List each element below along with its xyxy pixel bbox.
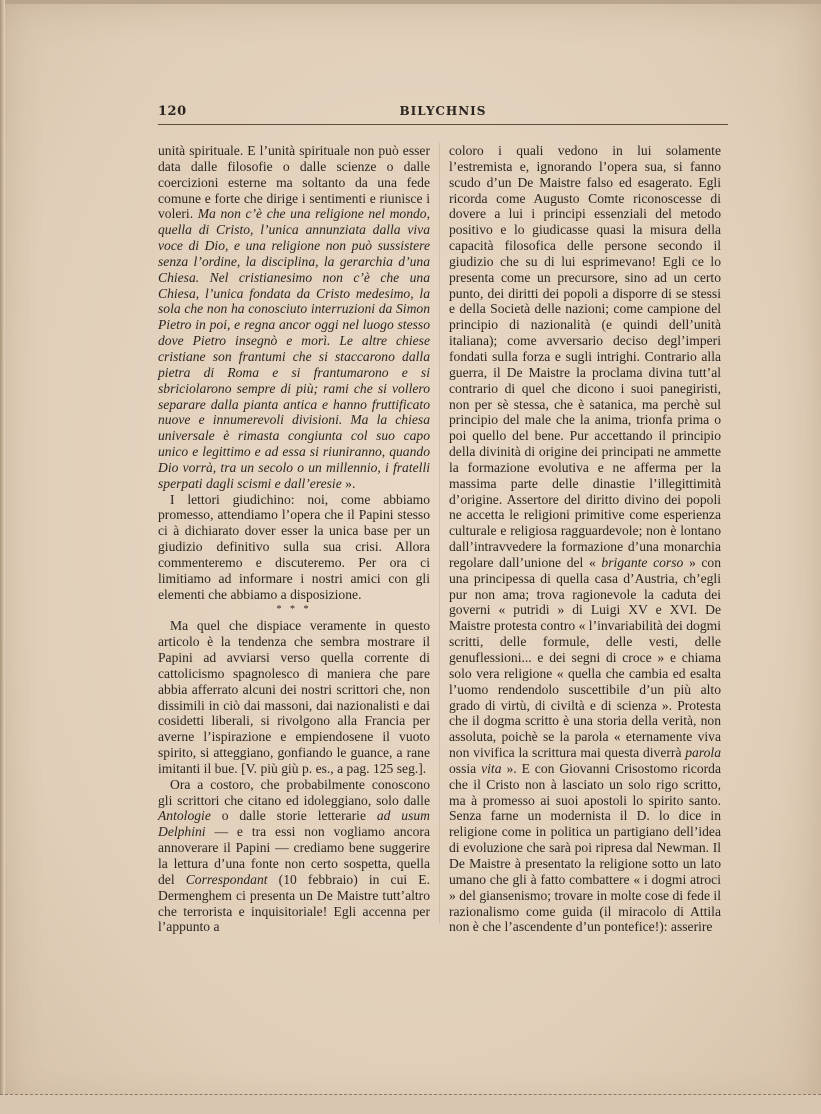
text-run: (10 febbraio) in cui E. Dermenghem ci presenta un De Maistre tutt’altro che terrorista e inquisitoriale! Egli accenna per l’appunto a bbox=[158, 871, 430, 935]
column-gutter bbox=[439, 143, 440, 923]
running-title: BILYCHNIS bbox=[399, 104, 487, 118]
text-run: coloro i quali vedono in lui solamente l’estremista e, ignorando l’opera sua, si fanno scudo d’un De Maistre falso ed esagerato. Egli ricorda come Augusto Comte riconoscesse di dovere a lui i principi essenziali del metodo positivo e lo giudicasse quasi la misura della capacità filosofica delle persone secondo il giudizio che su di lui esprimevano! Egli ce lo presenta come un precursore, sino ad un certo punto, dei diritti dei popoli a disporre di se stessi e della Società delle nazioni; come campione del principio di nazionalità (e quindi dell’unità italiana); come avversario deciso degl’imperi fondati sulla forza e sugli intrighi. Contrario alla guerra, il De Maistre la proclama divina tutt’al contrario di quel che dicono i suoi panegiristi, non per sè stessa, che è satanica, ma perchè sul principio del male che la anima, trionfa prima o poi quello del bene. Pur accettando il principio della divinità di origine dei principati ne ammette la formazione evolutiva e ne afferma per la massima parte delle dinastie l’illegittimità d’origine. Assertore del diritto divino dei popoli ne accetta le religioni primitive come esperienza culturale e religiosa ragguardevole; non è lontano dall’intravvedere la formazione d’una monarchia regolare dall’unione del « bbox=[449, 143, 721, 570]
italic-quotation: Ma non c’è che una religione nel mondo, quella di Cristo, l’unica annunziata dalla viva voce di Dio, e una religione non può sussistere senza l’ordine, la disciplina, la gerarchia d’una Chiesa. Nel cristianesimo non c’è che una Chiesa, l’unica fondata da Cristo medesimo, la sola che non ha conosciuto interruzioni da Simon Pietro in poi, e regna ancor oggi nel luogo stesso dove Pietro insegnò e morì. Le altre chiese cristiane son frantumi che si staccarono dalla pietra di Roma e si frantumarono e si sbriciolarono sempre di più; rami che si vollero separare dalla pianta antica e hanno fruttificato nuove e innumerevoli divisioni. Ma la chiesa universale è rimasta congiunta col suo capo unico e legittimo e ad essa si riuniranno, quando Dio vorrà, tra un secolo o un millennio, i fratelli sperpati dagli scismi e dall’eresie bbox=[158, 206, 430, 491]
italic-phrase: brigante corso bbox=[601, 554, 684, 570]
left-paragraph-4 bbox=[158, 777, 430, 935]
left-paragraph-2: I lettori giudichino: noi, come abbiamo promesso, attendiamo l’opera che il Papini stesso ci à dichiarato dover esser la unica base per un giudizio definitivo sulla sua crisi. Allora commenteremo e discuteremo. Per ora ci limitiamo ad informare i nostri amici con gli elementi che abbiamo a disposizione. bbox=[158, 491, 430, 602]
italic-word: vita bbox=[481, 760, 502, 776]
section-separator: * * * bbox=[276, 604, 312, 616]
text-run: ossia bbox=[449, 760, 482, 776]
text-run: ». E con Giovanni Crisostomo ricorda che il Cristo non à lasciato un solo rigo scritto, ma à promesso ai suoi apostoli lo spirito santo. Senza farne un modernista il D. lo dice in religione come in politica un partigiano dell’idea di evoluzione che sarà poi ripresa dal Newman. Il De Maistre à presentato la religione sotto un lato umano che gli à fatto combattere « i dogmi atroci » del giansenismo; trovare in molte cose di fede il razionalismo come guida (il miracolo di Attila non è che l’ascendente d’un pontefice!): asserire bbox=[449, 760, 721, 935]
text-run: — e tra essi non vogliamo ancora annoverare il Papini — crediamo bene suggerire la lettura d’una fonte non certo sospetta, quella del bbox=[158, 824, 430, 887]
text-run: ». bbox=[341, 475, 356, 491]
italic-phrase: ad usum Delphini bbox=[158, 808, 430, 840]
page-header bbox=[158, 104, 728, 124]
page-binding-edge bbox=[0, 0, 5, 1113]
italic-title: Antologie bbox=[158, 808, 211, 824]
italic-word: parola bbox=[685, 745, 721, 761]
text-run: o dalle storie letterarie bbox=[210, 808, 377, 824]
text-run: » con una principessa di quella casa d’Austria, ch’egli pur non ama; trova ragionevole la caduta dei governi « putridi » di Luigi XV e XVI. De Maistre protesta contro « l’invariabilità dei dogmi scritti, delle formule, delle vesti, delle genuflessioni... e dei segni di croce » e chiama solo vera religione « quella che cambia ed esalta l’uomo rendendolo suscettibile d’un più alto grado di virtù, di civiltà e di scienza ». Protesta che il dogma scritto è una storia della verità, non assoluta, poichè se la parola « eternamente viva non vivifica la scrittura mai questa diverrà bbox=[449, 554, 722, 761]
text-run: unità spirituale. E l’unità spirituale non può esser data dalle filosofie o dalle scienze o dalle coercizioni esterne ma soltanto da una fede comune e forte che dirige i sentimenti e riunisce i voleri. bbox=[158, 143, 430, 222]
left-paragraph-1 bbox=[158, 143, 430, 492]
page-number: 120 bbox=[158, 104, 187, 119]
header-rule bbox=[158, 124, 728, 125]
text-run: Ora a costoro, che probabilmente conoscono gli scrittori che citano ed idoleggiano, solo dalle bbox=[158, 776, 430, 808]
italic-title: Correspondant bbox=[185, 871, 268, 887]
right-paragraph-1 bbox=[449, 143, 721, 935]
page-bottom-edge bbox=[0, 1094, 821, 1114]
left-column bbox=[158, 143, 430, 935]
page-top-edge bbox=[0, 0, 821, 4]
right-column bbox=[449, 143, 721, 935]
left-paragraph-3: Ma quel che dispiace veramente in questo articolo è la tendenza che sembra mostrare il Papini ad avviarsi verso quella corrente di cattolicismo spagnolesco di maniera che pare abbia afferrato alcuni dei nostri scrittori che, non dissimili in ciò dai massoni, dai nazionalisti e dai cosidetti liberali, si rivolgono alla Francia per averne l’ispirazione e empiendosene il vuoto spirito, si atteggiano, gonfiando le guance, a rane imitanti il bue. [V. più giù p. es., a pag. 125 seg.]. bbox=[158, 618, 430, 776]
